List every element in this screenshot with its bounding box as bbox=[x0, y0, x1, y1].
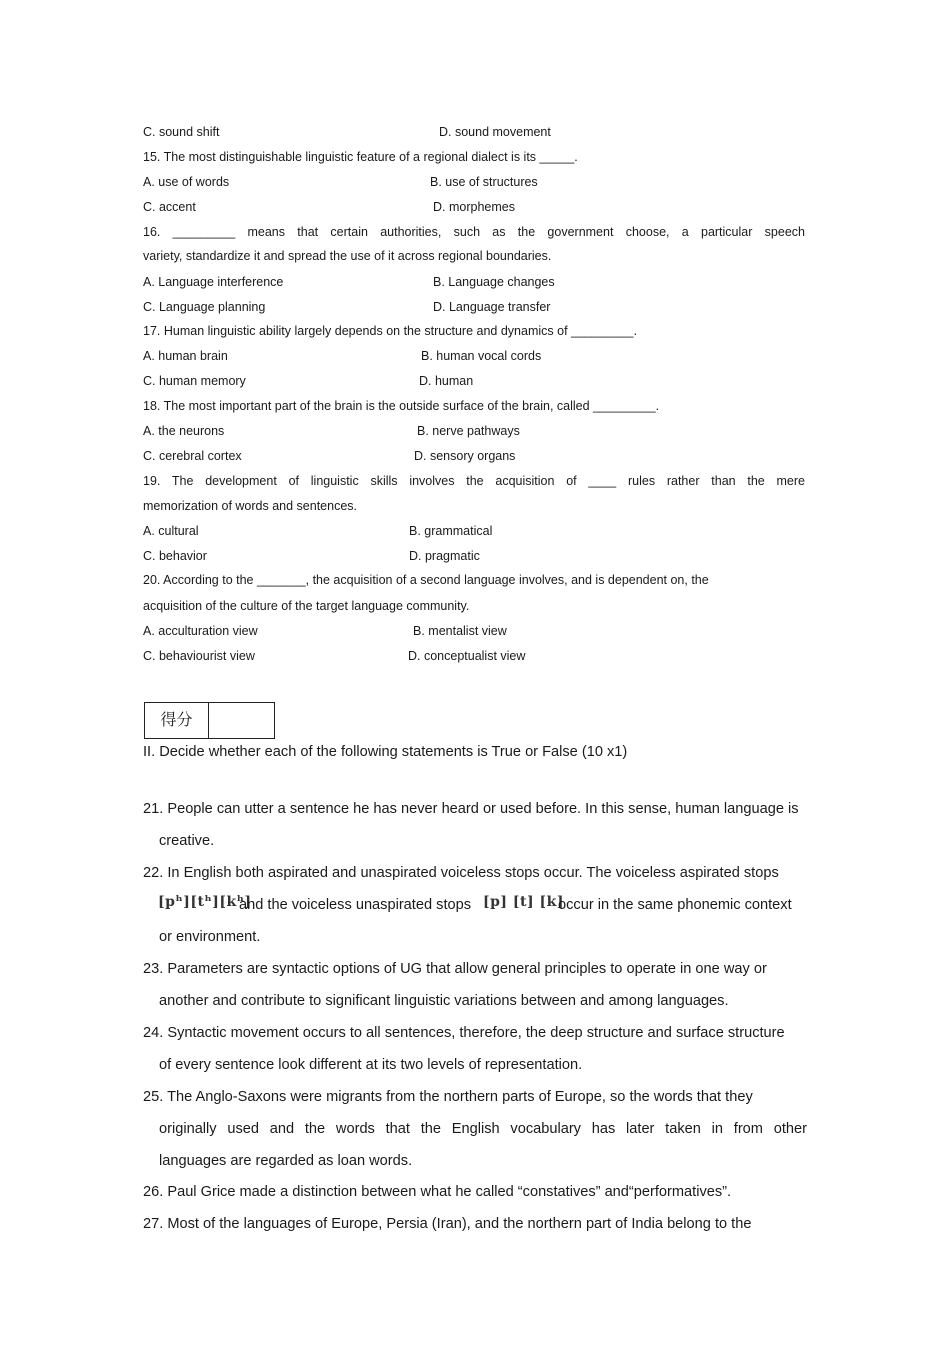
q17-option-c: C. human memory bbox=[143, 374, 246, 388]
q16-stem-line2: variety, standardize it and spread the use of it across regional boundaries. bbox=[143, 249, 552, 263]
q20-stem-line1: 20. According to the _______, the acquisition of a second language involves, and is dependent on, the bbox=[143, 573, 709, 587]
q22-unaspirated-stops-symbols: [p] [t] [k] bbox=[483, 894, 564, 910]
q24-line2: of every sentence look different at its two levels of representation. bbox=[159, 1057, 583, 1073]
q19-option-d: D. pragmatic bbox=[409, 549, 480, 563]
q14-option-d: D. sound movement bbox=[439, 125, 551, 139]
q17-option-b: B. human vocal cords bbox=[421, 349, 542, 363]
q17-option-a: A. human brain bbox=[143, 349, 228, 363]
q20-option-b: B. mentalist view bbox=[413, 624, 507, 638]
q25-line2: originally used and the words that the English vocabulary has later taken in from other bbox=[159, 1121, 807, 1137]
q23-line2: another and contribute to significant linguistic variations between and among languages. bbox=[159, 993, 729, 1009]
q22-mid-text: and the voiceless unaspirated stops bbox=[239, 897, 472, 913]
q20-option-c: C. behaviourist view bbox=[143, 649, 255, 663]
q22-line1: 22. In English both aspirated and unaspirated voiceless stops occur. The voiceless aspirated stops bbox=[143, 865, 779, 881]
q16-stem-line1: 16. _________ means that certain authorities, such as the government choose, a particular speech bbox=[143, 225, 805, 239]
q19-stem-line1: 19. The development of linguistic skills involves the acquisition of ____ rules rather than the mere bbox=[143, 474, 805, 488]
q22-line3: or environment. bbox=[159, 929, 261, 945]
q17-option-d: D. human bbox=[419, 374, 474, 388]
q20-option-a: A. acculturation view bbox=[143, 624, 258, 638]
section2-heading: II. Decide whether each of the following statements is True or False (10 x1) bbox=[143, 744, 628, 760]
q19-option-a: A. cultural bbox=[143, 524, 199, 538]
q25-line3: languages are regarded as loan words. bbox=[159, 1153, 413, 1169]
q16-option-d: D. Language transfer bbox=[433, 300, 551, 314]
q15-option-c: C. accent bbox=[143, 200, 196, 214]
q22-aspirated-stops-symbols: [pʰ][tʰ][kʰ] bbox=[158, 894, 252, 910]
q20-option-d: D. conceptualist view bbox=[408, 649, 526, 663]
q27-line1: 27. Most of the languages of Europe, Persia (Iran), and the northern part of India belong to the bbox=[143, 1216, 752, 1232]
q21-line2: creative. bbox=[159, 833, 215, 849]
q16-option-b: B. Language changes bbox=[433, 275, 555, 289]
q22-end-text: occur in the same phonemic context bbox=[558, 897, 792, 913]
q18-stem: 18. The most important part of the brain is the outside surface of the brain, called _________. bbox=[143, 399, 660, 413]
q18-option-c: C. cerebral cortex bbox=[143, 449, 242, 463]
score-box bbox=[144, 702, 275, 739]
q17-stem: 17. Human linguistic ability largely depends on the structure and dynamics of _________. bbox=[143, 324, 638, 338]
q19-stem-line2: memorization of words and sentences. bbox=[143, 499, 357, 513]
score-entry-cell bbox=[209, 703, 274, 738]
q18-option-d: D. sensory organs bbox=[414, 449, 516, 463]
q18-option-b: B. nerve pathways bbox=[417, 424, 520, 438]
q16-option-c: C. Language planning bbox=[143, 300, 266, 314]
q15-option-b: B. use of structures bbox=[430, 175, 538, 189]
q15-stem: 15. The most distinguishable linguistic feature of a regional dialect is its _____. bbox=[143, 150, 578, 164]
score-label: 得分 bbox=[145, 703, 209, 738]
q26-line1: 26. Paul Grice made a distinction between what he called “constatives” and“performatives”. bbox=[143, 1184, 732, 1200]
q14-option-c: C. sound shift bbox=[143, 125, 220, 139]
q19-option-c: C. behavior bbox=[143, 549, 207, 563]
q21-line1: 21. People can utter a sentence he has never heard or used before. In this sense, human language is bbox=[143, 801, 799, 817]
q15-option-a: A. use of words bbox=[143, 175, 230, 189]
q20-stem-line2: acquisition of the culture of the target language community. bbox=[143, 599, 470, 613]
q24-line1: 24. Syntactic movement occurs to all sentences, therefore, the deep structure and surface structure bbox=[143, 1025, 785, 1041]
q23-line1: 23. Parameters are syntactic options of UG that allow general principles to operate in one way or bbox=[143, 961, 767, 977]
q16-option-a: A. Language interference bbox=[143, 275, 284, 289]
q25-line1: 25. The Anglo-Saxons were migrants from the northern parts of Europe, so the words that they bbox=[143, 1089, 753, 1105]
q19-option-b: B. grammatical bbox=[409, 524, 493, 538]
q15-option-d: D. morphemes bbox=[433, 200, 515, 214]
q18-option-a: A. the neurons bbox=[143, 424, 225, 438]
